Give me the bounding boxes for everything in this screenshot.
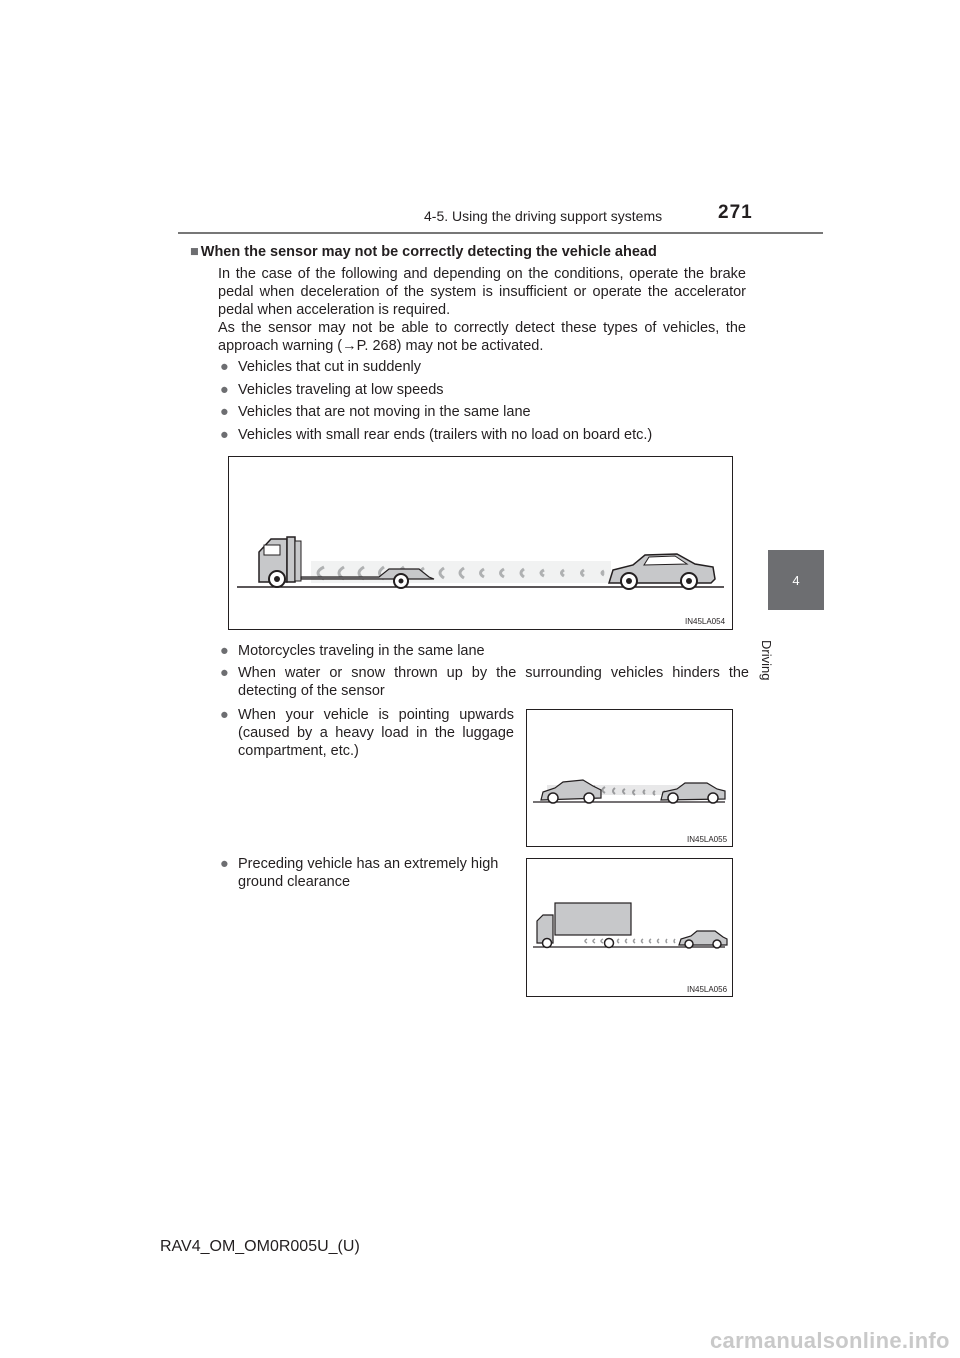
page-number: 271 xyxy=(718,202,753,223)
section-heading xyxy=(190,244,657,260)
figure-code: IN45LA056 xyxy=(687,985,728,994)
paragraph-1: In the case of the following and depending on the conditions, operate the brake pedal when deceleration of the system is insufficient or operate the accelerator pedal when acceleration is required. xyxy=(218,266,746,318)
figure-high-ground-clearance xyxy=(526,858,733,997)
chapter-number: 4 xyxy=(792,572,800,588)
chapter-label: Driving xyxy=(759,640,774,681)
figure-vehicle-pointing-up xyxy=(526,709,733,847)
bullet-icon: ● xyxy=(220,427,229,443)
chapter-label-container xyxy=(759,618,826,681)
header-section-title: 4-5. Using the driving support systems xyxy=(424,208,663,224)
section-heading-text: When the sensor may not be correctly detecting the vehicle ahead xyxy=(200,244,657,260)
bullet-icon: ● xyxy=(220,404,229,420)
chapter-tab xyxy=(768,550,824,610)
watermark: carmanualsonline.info xyxy=(710,1328,950,1353)
heading-square-icon: ■ xyxy=(190,244,199,260)
bullet-icon: ● xyxy=(220,856,229,872)
high-clearance-illustration xyxy=(527,859,732,996)
footer-doc-code: RAV4_OM_OM0R005U_(U) xyxy=(160,1238,360,1255)
header-divider xyxy=(178,232,823,234)
bullet-icon: ● xyxy=(220,665,229,681)
bullet-icon: ● xyxy=(220,359,229,375)
figure-trailer-detection xyxy=(228,456,733,630)
paragraph-2: As the sensor may not be able to correctly detect these types of vehicles, the approach warning (→P. 268) may not be activated. xyxy=(218,320,746,354)
trailer-illustration xyxy=(229,457,732,629)
pointing-up-illustration xyxy=(527,710,732,846)
figure-code: IN45LA054 xyxy=(685,617,726,626)
bullet-icon: ● xyxy=(220,382,229,398)
bullet-icon: ● xyxy=(220,643,229,659)
figure-code: IN45LA055 xyxy=(687,835,728,844)
bullet-icon: ● xyxy=(220,707,229,723)
